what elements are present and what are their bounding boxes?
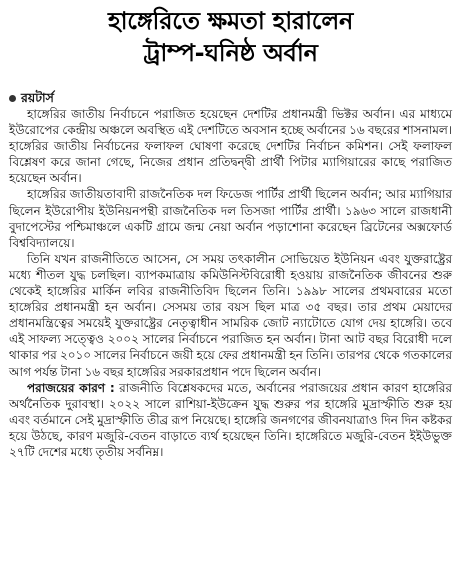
headline [9, 6, 452, 68]
headline-line-1: হাঙ্গেরিতে ক্ষমতা হারালেন [108, 7, 353, 35]
headline-line-2: ট্রাম্প-ঘনিষ্ঠ অর্বান [143, 39, 318, 67]
byline [9, 90, 452, 106]
paragraph-4 [9, 380, 452, 460]
paragraph-2: হাঙ্গেরির জাতীয়তাবাদী রাজনৈতিক দল ফিডেজ পার্টির প্রার্থী ছিলেন অর্বান; আর ম্যাগিয়ার ছিলেন ইউরোপীয় ইউনিয়নপন্থী রাজনৈতিক দল তিসজা পার্টির প্রার্থী। ১৯৬৩ সালে রাজধানী বুদাপেস্টের পশ্চিমাঞ্চলে একটি গ্রামে জন্ম নেয়া অর্বান পড়াশোনা করেছেন ব্রিটেনের অক্সফোর্ড বিশ্ববিদ্যালয়ে। [9, 187, 452, 250]
byline-source: রয়টার্স [21, 90, 54, 105]
subhead-defeat-reason: পরাজয়ের কারণ : [27, 380, 115, 395]
paragraph-4-text: রাজনীতি বিশ্লেষকদের মতে, অর্বানের পরাজয়ের প্রধান কারণ হাঙ্গেরির অর্থনৈতিক দুরাবস্থা। ২০২২ সালে রাশিয়া-ইউক্রেন যুদ্ধ শুরুর পর হাঙ্গেরি মুদ্রাস্ফীতি শুরু হয় এবং বর্তমানে সেই মুদ্রাস্ফীতি তীব্র রূপ নিয়েছে। হাঙ্গেরি জনগণের জীবনযাত্রাও দিন দিন কষ্টকর হয়ে উঠছে, কারণ মজুরি-বেতন বাড়াতে ব্যর্থ হয়েছেন তিনি। হাঙ্গেরিতে মজুরি-বেতন ইইউভুক্ত ২৭টি দেশের মধ্যে তৃতীয় সর্বনিম্ন। [9, 380, 452, 459]
paragraph-1: হাঙ্গেরির জাতীয় নির্বাচনে পরাজিত হয়েছেন দেশটির প্রধানমন্ত্রী ভিক্টর অর্বান। এর মাধ্যমে ইউরোপের কেন্দ্রীয় অঞ্চলে অবস্থিত এই দেশটিতে অবসান হচ্ছে অর্বানের ১৬ বছরের শাসনামল। হাঙ্গেরির জাতীয় নির্বাচনের ফলাফল ঘোষণা করেছে দেশটির নির্বাচন কমিশন। সেই ফলাফল বিশ্লেষণ করে জানা গেছে, নিজের প্রধান প্রতিদ্বন্দ্বী প্রার্থী পিটার ম্যাগিয়ারের কাছে পরাজিত হয়েছেন অর্বান। [9, 107, 452, 186]
article-body [9, 106, 452, 460]
bullet-icon [9, 95, 16, 102]
paragraph-3: তিনি যখন রাজনীতিতে আসেন, সে সময় তৎকালীন সোভিয়েত ইউনিয়ন এবং যুক্তরাষ্ট্রের মধ্যে শীতল যুদ্ধ চলছিল। ব্যাপকমাত্রায় কমিউনিস্টবিরোধী হওয়ায় রাজনৈতিক জীবনের শুরু থেকেই হাঙ্গেরির মার্কিন লবির রাজনীতিবিদ ছিলেন তিনি। ১৯৯৮ সালের প্রথমবারের মতো হাঙ্গেরির প্রধানমন্ত্রী হন অর্বান। সেসময় তার বয়স ছিল মাত্র ৩৫ বছর। তার প্রথম মেয়াদের প্রধানমন্ত্রিত্বের সময়েই যুক্তরাষ্ট্রের নেতৃত্বাধীন সামরিক জোট ন্যাটোতে যোগ দেয় হাঙ্গেরি। তবে এই সাফল্য সত্ত্বেও ২০০২ সালের নির্বাচনে পরাজিত হন অর্বান। টানা আট বছর বিরোধী দলে থাকার পর ২০১০ সালের নির্বাচনে জয়ী হয়ে ফের প্রধানমন্ত্রী হন তিনি। তারপর থেকে গতকালের আগ পর্যন্ত টানা ১৬ বছর হাঙ্গেরির সরকারপ্রধান পদে ছিলেন অর্বান। [9, 251, 452, 379]
